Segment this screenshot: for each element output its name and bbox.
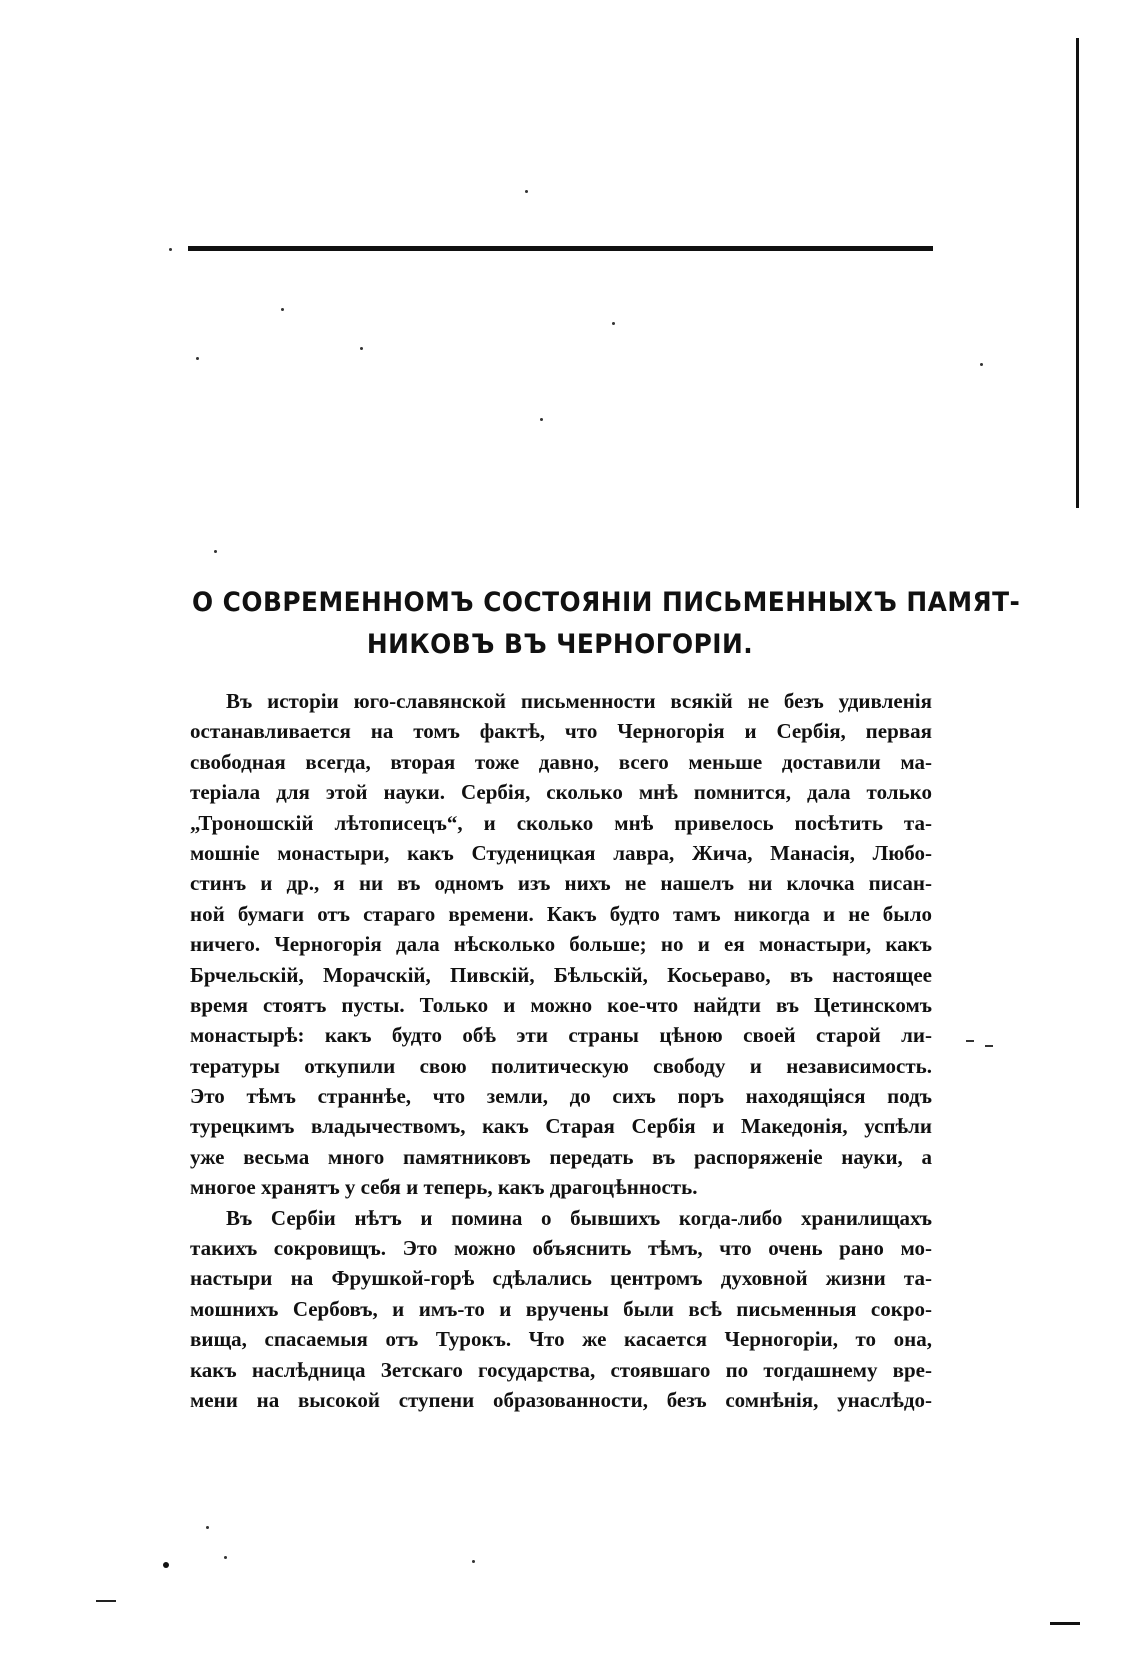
scan-speck	[472, 1560, 475, 1563]
scan-speck	[169, 248, 172, 251]
scan-speck	[206, 1526, 209, 1529]
text-line: „Троношскій лѣтописецъ“, и сколько мнѣ привелось посѣтить та-	[190, 810, 932, 835]
scan-speck	[281, 308, 284, 311]
text-line: Въ исторіи юго-славянской письменности всякій не безъ удивленія	[226, 689, 932, 713]
text-line: многое хранятъ у себя и теперь, какъ драгоцѣнность.	[190, 1175, 698, 1200]
title-line-2: НИКОВЪ ВЪ ЧЕРНОГОРІИ.	[366, 629, 754, 660]
text-line: время стоятъ пусты. Только и можно кое-что найдти въ Цетинскомъ	[190, 992, 932, 1017]
text-line: останавливается на томъ фактѣ, что Черногорія и Сербія, первая	[190, 719, 932, 744]
text-line: ничего. Черногорія дала нѣсколько больше; но и ея монастыри, какъ	[190, 932, 932, 957]
scan-speck	[224, 1556, 227, 1559]
scan-speck	[360, 347, 363, 350]
header-rule	[188, 246, 933, 251]
scan-speck	[540, 418, 543, 421]
text-line: мошніе монастыри, какъ Студеницкая лавра, Жича, Манасія, Любо-	[190, 840, 932, 865]
scan-speck	[966, 1040, 974, 1042]
scan-mark	[1050, 1622, 1080, 1625]
text-line: турецкимъ владычествомъ, какъ Старая Сербія и Македонія, успѣли	[190, 1114, 932, 1139]
text-line: Это тѣмъ страннѣе, что земли, до сихъ поръ находящіяся подъ	[190, 1084, 932, 1109]
scan-speck	[214, 550, 217, 553]
article-title	[192, 582, 1021, 666]
text-line: свободная всегда, вторая тоже давно, всего меньше доставили ма-	[190, 749, 932, 774]
text-line: мени на высокой ступени образованности, безъ сомнѣнія, унаслѣдо-	[190, 1387, 932, 1412]
text-line: Брчельскій, Морачскій, Пивскій, Бѣльскій, Косьераво, въ настоящее	[190, 962, 932, 987]
text-line: настыри на Фрушкой-горѣ сдѣлались центромъ духовной жизни та-	[190, 1266, 932, 1291]
text-line: вища, спасаемыя отъ Турокъ. Что же касается Черногоріи, то она,	[190, 1327, 932, 1352]
text-line: Въ Сербіи нѣтъ и помина о бывшихъ когда-либо хранилищахъ	[226, 1205, 932, 1230]
text-line: монастырѣ: какъ будто обѣ эти страны цѣною своей старой ли-	[190, 1023, 932, 1048]
text-line: мошнихъ Сербовъ, и имъ-то и вручены были всѣ письменныя сокро-	[190, 1296, 932, 1321]
paragraph-1	[190, 686, 932, 1203]
text-line: какъ наслѣдница Зетскаго государства, стоявшаго по тогдашнему вре-	[190, 1357, 932, 1382]
text-line: ной бумаги отъ стараго времени. Какъ будто тамъ никогда и не было	[190, 901, 932, 926]
text-line: стинъ и др., я ни въ одномъ изъ нихъ не нашелъ ни клочка писан-	[190, 871, 932, 896]
scan-speck	[980, 363, 983, 366]
scan-speck	[163, 1562, 169, 1568]
scan-edge-line	[1076, 38, 1079, 508]
title-line-1: О СОВРЕМЕННОМЪ СОСТОЯНІИ ПИСЬМЕННЫХЪ ПАМЯТ-	[192, 587, 1021, 618]
text-line: теріала для этой науки. Сербія, сколько мнѣ помнится, дала только	[190, 780, 932, 805]
scan-speck	[525, 190, 528, 193]
text-line: тературы откупили свою политическую свободу и независимость.	[190, 1053, 932, 1078]
scan-speck	[612, 322, 615, 325]
body-text	[190, 686, 932, 1415]
text-line: такихъ сокровищъ. Это можно объяснить тѣмъ, что очень рано мо-	[190, 1236, 932, 1261]
scan-speck	[985, 1045, 993, 1047]
scan-speck	[196, 357, 199, 360]
scan-mark	[96, 1600, 116, 1602]
paragraph-2	[190, 1203, 932, 1416]
text-line: уже весьма много памятниковъ передать въ распоряженіе науки, а	[190, 1144, 932, 1169]
